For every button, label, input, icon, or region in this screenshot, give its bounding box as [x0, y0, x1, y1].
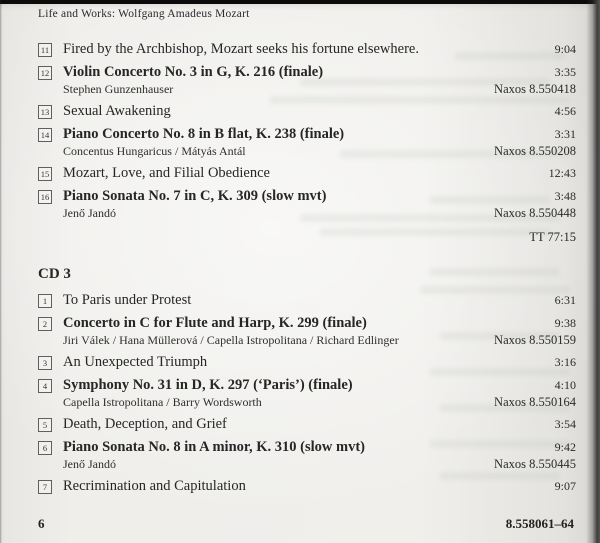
- track-duration: 3:48: [554, 189, 576, 203]
- track-duration: 4:56: [554, 104, 576, 118]
- naxos-catalog-number: Naxos 8.550208: [494, 144, 576, 158]
- track-title: Piano Sonata No. 7 in C, K. 309 (slow mvt): [63, 188, 327, 204]
- track-title: Mozart, Love, and Filial Obedience: [63, 165, 270, 181]
- track-title: Death, Deception, and Grief: [63, 416, 227, 432]
- scan-gutter-shadow: [586, 0, 600, 543]
- scan-edge-left: [0, 0, 2, 543]
- track-number-box: 2: [38, 317, 52, 331]
- track-row: [38, 354, 576, 371]
- track-title: Piano Sonata No. 8 in A minor, K. 310 (slow mvt): [63, 439, 365, 455]
- track-row: [38, 292, 576, 309]
- track-duration: 6:31: [554, 293, 576, 307]
- track-title-line: [38, 478, 576, 495]
- page-number: 6: [38, 516, 45, 531]
- track-row: [38, 478, 576, 495]
- naxos-catalog-number: Naxos 8.550445: [494, 457, 576, 471]
- track-row: [38, 165, 576, 182]
- track-number-box: 15: [38, 167, 52, 181]
- track-sections: [38, 41, 576, 495]
- track-performers: Concentus Hungaricus / Mátyás Antál: [63, 144, 246, 158]
- scan-edge-top: [0, 0, 600, 4]
- page-footer: [38, 516, 574, 532]
- track-duration: 3:35: [554, 65, 576, 79]
- track-row: [38, 126, 576, 159]
- track-row: [38, 315, 576, 348]
- track-title-line: [38, 439, 576, 456]
- naxos-catalog-number: Naxos 8.550159: [494, 333, 576, 347]
- track-title: To Paris under Protest: [63, 292, 192, 308]
- track-row: [38, 64, 576, 97]
- track-title-line: [38, 126, 576, 143]
- track-title-line: [38, 64, 576, 81]
- track-performers: Jenő Jandó: [63, 457, 116, 471]
- track-number-box: 6: [38, 441, 52, 455]
- track-title-line: [38, 377, 576, 394]
- track-credit-line: [63, 332, 576, 348]
- track-credit-line: [63, 205, 576, 221]
- track-row: [38, 416, 576, 433]
- track-title: An Unexpected Triumph: [63, 354, 208, 370]
- track-row: [38, 41, 576, 58]
- track-number-box: 5: [38, 418, 52, 432]
- track-performers: Jenő Jandó: [63, 206, 116, 220]
- track-title: Violin Concerto No. 3 in G, K. 216 (finale): [63, 64, 324, 80]
- track-number-box: 11: [38, 43, 52, 57]
- track-row: [38, 439, 576, 472]
- track-credit-line: [63, 81, 576, 97]
- track-title-line: [38, 416, 576, 433]
- track-row: [38, 188, 576, 221]
- track-number-box: 13: [38, 105, 52, 119]
- track-duration: 9:04: [554, 42, 576, 56]
- track-title: Recrimination and Capitulation: [63, 478, 246, 494]
- track-performers: Stephen Gunzenhauser: [63, 82, 174, 96]
- track-duration: 9:42: [554, 440, 576, 454]
- catalog-number: 8.558061–64: [505, 516, 574, 531]
- cd-section-heading: CD 3: [38, 266, 71, 282]
- track-duration: 9:07: [554, 479, 576, 493]
- naxos-catalog-number: Naxos 8.550418: [494, 82, 576, 96]
- track-performers: Capella Istropolitana / Barry Wordsworth: [63, 395, 262, 409]
- track-number-box: 1: [38, 294, 52, 308]
- track-title-line: [38, 354, 576, 371]
- track-title: Piano Concerto No. 8 in B flat, K. 238 (finale): [63, 126, 345, 142]
- track-title: Fired by the Archbishop, Mozart seeks his fortune elsewhere.: [63, 41, 419, 57]
- naxos-catalog-number: Naxos 8.550448: [494, 206, 576, 220]
- track-title: Symphony No. 31 in D, K. 297 (‘Paris’) (finale): [63, 377, 353, 393]
- naxos-catalog-number: Naxos 8.550164: [494, 395, 576, 409]
- track-duration: 4:10: [554, 378, 576, 392]
- track-row: [38, 103, 576, 120]
- track-credit-line: [63, 394, 576, 410]
- track-duration: 3:31: [554, 127, 576, 141]
- track-number-box: 16: [38, 190, 52, 204]
- track-duration: 3:54: [554, 417, 576, 431]
- track-title: Concerto in C for Flute and Harp, K. 299 (finale): [63, 315, 367, 331]
- track-number-box: 12: [38, 66, 52, 80]
- track-credit-line: [63, 456, 576, 472]
- track-number-box: 7: [38, 480, 52, 494]
- track-duration: 3:16: [554, 355, 576, 369]
- page-header: Life and Works: Wolfgang Amadeus Mozart: [38, 8, 250, 20]
- track-title-line: [38, 315, 576, 332]
- track-number-box: 4: [38, 379, 52, 393]
- track-title-line: [38, 41, 576, 58]
- page-content: [38, 8, 576, 501]
- track-title: Sexual Awakening: [63, 103, 171, 119]
- track-title-line: [38, 292, 576, 309]
- track-title-line: [38, 103, 576, 120]
- track-title-line: [38, 188, 576, 205]
- track-performers: Jiri Válek / Hana Müllerová / Capella Istropolitana / Richard Edlinger: [63, 333, 399, 347]
- track-duration: 12:43: [548, 166, 576, 180]
- track-row: [38, 377, 576, 410]
- track-credit-line: [63, 143, 576, 159]
- total-time: TT 77:15: [529, 230, 576, 244]
- track-number-box: 14: [38, 128, 52, 142]
- track-number-box: 3: [38, 356, 52, 370]
- track-duration: 9:38: [554, 316, 576, 330]
- track-title-line: [38, 165, 576, 182]
